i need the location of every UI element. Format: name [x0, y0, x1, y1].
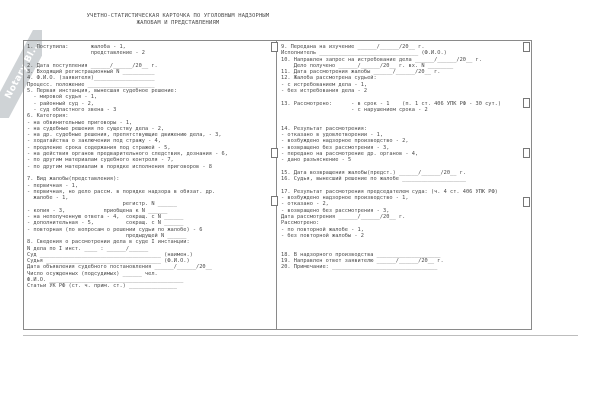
left-form-line: Дата объявления судебного постановления ______/______/20__ — [27, 264, 212, 271]
left-form-line: - продление срока содержания под стражей - 5, — [27, 144, 171, 151]
right-form-line: 16. Судья, вынесший решение по жалобе ____________________ — [281, 176, 466, 183]
left-form-line: - на др. судебные решения, препятствующие движению дела, - 3, — [27, 132, 222, 139]
right-form-line: 10. Направлен запрос на истребование дела ______/______/20__ г. — [281, 56, 482, 63]
left-form-line: 3. Входящий регистрационный N __________ — [27, 69, 155, 76]
left-form-line: - на судебные решения по существу дела - 2, — [27, 125, 165, 132]
left-form-line: - повторная (по вопросам о решении судьи по жалобе) - 6 — [27, 226, 203, 233]
left-form-line: регистр. N ______ — [27, 201, 177, 208]
left-form-line: - на действия органов предварительного следствия, дознания - 6, — [27, 151, 228, 158]
left-form-line: Процесс. положение _____________________ — [27, 81, 155, 88]
right-checkbox-3[interactable] — [523, 148, 530, 158]
left-form-line: - на неполученную ответа - 4, сокращ. с N ______ — [27, 214, 184, 221]
right-form-line: Исполнитель _______________________________ (Ф.И.О.) — [281, 50, 447, 57]
right-form-line: 9. Передана на изучение ______/______/20__ г. — [281, 44, 425, 50]
right-form-line: - без истребования дела - 2 — [281, 88, 368, 95]
right-form-line: - без повторной жалобы - 2 — [281, 232, 364, 239]
right-form-line: 11. Дата рассмотрения жалобы ______/______/20__ г. — [281, 69, 441, 76]
left-form-line: Суд ______________________________________ (наимен.) — [27, 251, 193, 258]
right-checkbox-4[interactable] — [523, 197, 530, 207]
left-form-line: Ф.И.О. __________________________________________ — [27, 276, 184, 283]
left-form-line: жалобе - 1, — [27, 195, 69, 202]
left-form-line: 6. Категория: — [27, 113, 69, 120]
left-form-line: - по другим материалам судебного контроля - 7, — [27, 157, 174, 164]
left-form-line: - по другим материалам в порядке исполнения приговоров - 8 — [27, 163, 212, 170]
right-form-line: - отказано - 2, — [281, 201, 329, 208]
right-form-line: 19. Направлен ответ заявителю ______/______/20__ г. — [281, 258, 444, 265]
left-form-line: 2. Дата поступления ______/______/20__ г. — [27, 62, 158, 69]
right-form-line: 18. В надзорного производства ____________________ — [281, 251, 441, 258]
left-form-line: 7. Вид жалобы(представления): — [27, 176, 120, 183]
right-form-line: - с нарушением срока - 2 — [281, 106, 428, 113]
left-checkbox-2[interactable] — [271, 148, 278, 158]
watermark-text: Notary Bl... — [3, 39, 42, 101]
left-form-line: - районный суд - 2, — [27, 100, 94, 107]
left-form-line: Судья ____________________________________ (Ф.И.О.) — [27, 258, 190, 265]
left-form-line: N дела по I инст. ____ : ______/______ — [27, 245, 149, 252]
right-form-line: Дело получено ______/______/20__ г. вх. N ________ — [281, 62, 454, 69]
document-title — [58, 13, 298, 27]
right-form-line: 20. Примечание: _________________________________ — [281, 264, 438, 271]
right-form-line: - возвращено без рассмотрения - 3, — [281, 207, 390, 214]
right-form-line: - возбуждено надзорное производство - 1, — [281, 195, 409, 202]
left-form-line: Число осужденных (подсудимых) ______ чел. — [27, 270, 158, 277]
left-column — [27, 44, 273, 290]
left-form-line: Статьи УК РФ (ст. ч. прим. ст.) _______________ — [27, 283, 177, 290]
right-form-line: 13. Рассмотрено: - в срок - 1 (п. 1 ст. 406 УПК РФ - 30 сут.) — [281, 100, 502, 107]
left-form-line: 4. Ф.И.О. (заявителя)___________________ — [27, 75, 155, 82]
right-form-line: - отказано в удовлетворении - 1, — [281, 132, 384, 139]
right-form-line: - передано на рассмотрение др. органов - 4, — [281, 151, 419, 158]
right-checkbox-2[interactable] — [523, 98, 530, 108]
left-form-line: - суд областного звена - 3 — [27, 106, 117, 113]
right-form-line: - с истребованием дела - 1, — [281, 81, 368, 88]
left-form-line: - ходатайства о заключении под стражу - 4, — [27, 138, 161, 145]
left-checkbox-3[interactable] — [271, 196, 278, 206]
left-form-line: - первичная, но дело рассм. в порядке надзора в обязат. др. — [27, 188, 216, 195]
left-form-line: 1. Поступила: жалоба - 1, — [27, 44, 126, 50]
left-form-line: - мировой судья - 1, — [27, 94, 98, 101]
right-form-line: Дата рассмотрения ______/______/20__ г. — [281, 214, 406, 221]
right-form-line: 12. Жалоба рассмотрена судьей: — [281, 75, 377, 82]
right-form-line: Рассмотрено: — [281, 220, 320, 227]
right-form-line: 15. Дата возвращения жалобы(предст.) ______/______/20__ г. — [281, 169, 466, 176]
right-form-line: - возбуждено надзорное производство - 2, — [281, 138, 409, 145]
left-form-line: - первичная - 1, — [27, 182, 79, 189]
right-form-line: - дано разъяснение - 5 — [281, 157, 352, 164]
column-divider — [276, 40, 277, 330]
right-form-line: 17. Результат рассмотрения председателем суда: (ч. 4 ст. 406 УПК РФ) — [281, 188, 498, 195]
left-form-line: представление - 2 — [27, 50, 145, 57]
left-form-line: - копия - 3, приобщена к N ______ — [27, 207, 168, 214]
right-checkbox-1[interactable] — [523, 42, 530, 52]
right-form-line: 14. Результат рассмотрения: — [281, 125, 368, 132]
right-form-line: - по повторной жалобе - 1, — [281, 226, 364, 233]
left-form-line: 5. Первая инстанция, вынесшая судебное решение: — [27, 88, 177, 95]
left-checkbox-1[interactable] — [271, 42, 278, 52]
bottom-rule — [23, 335, 578, 336]
left-form-line: - дополнительная - 5, сокращ. с N ______ — [27, 220, 184, 227]
left-form-line: предыдущей N ______ — [27, 232, 187, 239]
left-form-line: 8. Сведения о рассмотрении дела в суде I инстанции: — [27, 239, 190, 246]
title-line-1: УЧЕТНО-СТАТИСТИЧЕСКАЯ КАРТОЧКА ПО УГОЛОВНЫМ НАДЗОРНЫМ — [86, 13, 270, 19]
right-column — [281, 44, 529, 271]
left-form-line: - на обвинительные приговоры - 1, — [27, 119, 133, 126]
title-line-2: ЖАЛОБАМ И ПРЕДСТАВЛЕНИЯМ — [136, 20, 220, 26]
right-form-line: - возвращено без рассмотрения - 3, — [281, 144, 390, 151]
